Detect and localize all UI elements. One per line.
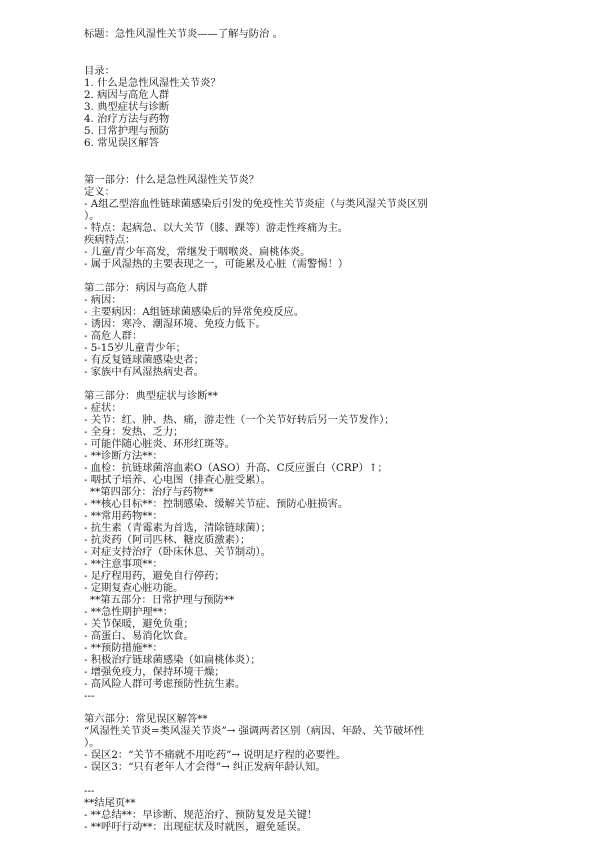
text-line: - 足疗程用药，避免自行停药； (84, 570, 225, 582)
text-line: - **注意事项**： (84, 558, 163, 570)
text-line: “风湿性关节炎=类风湿关节炎”→ 强调两者区别（病因、年龄、关节破坏性 (84, 725, 424, 737)
text-line: - 关节保暖，避免负重； (84, 618, 194, 630)
text-line: - 血检：抗链球菌溶血素O（ASO）升高、C反应蛋白（CRP）↑； (84, 462, 388, 474)
ending-heading: **结尾页** (84, 797, 136, 809)
toc-item-1: 1. 什么是急性风湿性关节炎？ (84, 77, 221, 89)
separator: --- (84, 690, 95, 702)
text-line: - 误区2：“关节不痛就不用吃药”→ 说明足疗程的必要性。 (84, 749, 347, 761)
text-line: ）。 (84, 737, 100, 749)
text-line: - 家族中有风湿热病史者。 (84, 366, 205, 378)
text-line: - **预防措施**： (84, 642, 163, 654)
toc-item-6: 6. 常见误区解答 (84, 137, 159, 149)
text-line: - 全身：发热、乏力； (84, 426, 184, 438)
text-line: 疾病特点： (84, 234, 136, 246)
text-line: - 抗生素（青霉素为首选，清除链球菌）； (84, 522, 271, 534)
separator: --- (84, 785, 95, 797)
text-line: - 对症支持治疗（卧床休息、关节制动）。 (84, 546, 271, 558)
text-line: - **呼吁行动**：出现症状及时就医，避免延误。 (84, 821, 307, 833)
text-line: - A组乙型溶血性链球菌感染后引发的免疫性关节炎症（与类风湿关节炎区别 (84, 198, 428, 210)
text-line: - **常用药物**： (84, 510, 163, 522)
text-line: - 高蛋白、易消化饮食。 (84, 630, 194, 642)
page-title: 标题：急性风湿性关节炎——了解与防治 。 (84, 28, 283, 40)
section-heading-3: 第三部分：典型症状与诊断** (84, 390, 218, 402)
text-line: - 关节：红、肿、热、痛，游走性（一个关节好转后另一关节发作）； (84, 414, 395, 426)
text-line: - 有反复链球菌感染史者； (84, 354, 205, 366)
text-line: - 定期复查心脏功能。 (84, 582, 184, 594)
section-heading-1: 第一部分：什么是急性风湿性关节炎？ (84, 174, 260, 186)
text-line: ）。 (84, 210, 100, 222)
text-line: - **核心目标**：控制感染、缓解关节症、预防心脏损害。 (84, 498, 349, 510)
text-line: - 特点：起病急、以大关节（膝、踝等）游走性疼痛为主。 (84, 222, 349, 234)
text-line: - 积极治疗链球菌感染（如扁桃体炎）； (84, 654, 261, 666)
text-line: - 高风险人群可考虑预防性抗生素。 (84, 678, 246, 690)
text-line: - 5-15岁儿童青少年； (84, 342, 186, 354)
text-line: - 症状： (84, 402, 122, 414)
text-line: - 抗炎药（阿司匹林、糖皮质激素）； (84, 534, 251, 546)
text-line: - 可能伴随心脏炎、环形红斑等。 (84, 438, 235, 450)
section-heading-4: **第四部分：治疗与药物** (90, 486, 214, 498)
text-line: - 诱因：寒冷、潮湿环境、免疫力低下。 (84, 318, 266, 330)
text-line: - 儿童/青少年高发，常继发于咽喉炎、扁桃体炎。 (84, 246, 311, 258)
text-line: - 高危人群： (84, 330, 143, 342)
toc-item-3: 3. 典型症状与诊断 (84, 101, 170, 113)
text-line: - 误区3：“只有老年人才会得”→ 纠正发病年龄认知。 (84, 761, 326, 773)
text-line: - 属于风湿热的主要表现之一，可能累及心脏（需警惕！） (84, 258, 349, 270)
toc-heading: 目录： (84, 65, 115, 77)
text-line: - 增强免疫力，保持环境干燥； (84, 666, 225, 678)
section-heading-5: **第五部分：日常护理与预防** (90, 594, 235, 606)
toc-item-4: 4. 治疗方法与药物 (84, 113, 170, 125)
toc-item-2: 2. 病因与高危人群 (84, 89, 170, 101)
section-heading-2: 第二部分：病因与高危人群 (84, 282, 208, 294)
text-line: - **急性期护理**： (84, 606, 174, 618)
text-line: - **诊断方法**： (84, 450, 163, 462)
text-line: - 咽拭子培养、心电图（排查心脏受累）。 (84, 474, 271, 486)
text-line: 定义： (84, 186, 115, 198)
text-line: - **总结**：早诊断、规范治疗、预防复发是关键！ (84, 809, 318, 821)
toc-item-5: 5. 日常护理与预防 (84, 125, 170, 137)
text-line: - 主要病因：A组链球菌感染后的异常免疫反应。 (84, 306, 305, 318)
text-line: - 病因： (84, 294, 122, 306)
section-heading-6: 第六部分：常见误区解答** (84, 713, 208, 725)
